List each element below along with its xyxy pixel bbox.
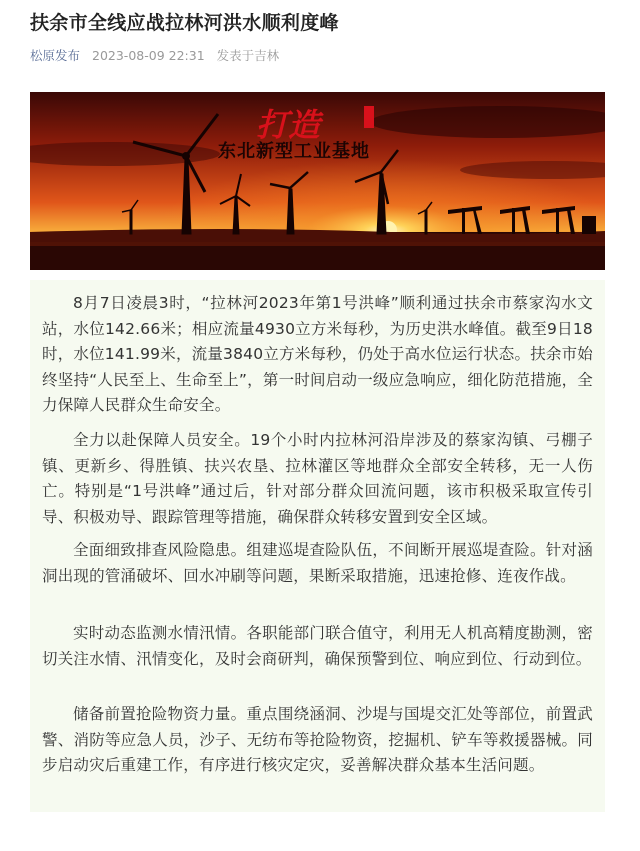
publish-location: 发表于吉林 [216,48,280,63]
sunset-wind-turbine-image [30,92,605,270]
banner-image [30,92,605,270]
paragraph-1: 8月7日凌晨3时，“拉林河2023年第1号洪峰”顺利通过扶余市蔡家沟水文站，水位142.66米；相应流量4930立方米每秒，为历史洪水峰值。截至9日18时，水位141.99米，流量3840立方米每秒，仍处于高水位运行状态。扶余市始终坚持“人民至上、生命至上”，第一时间启动一级应急响应，细化防范措施，全力保障人民群众生命安全。 [42,294,593,415]
banner-subtitle: 东北新型工业基地 [218,141,370,162]
paragraph-5: 储备前置抢险物资力量。重点围绕涵洞、沙堤与国堤交汇处等部位，前置武警、消防等应急人员，沙子、无纺布等抢险物资，挖掘机、铲车等救援器械。同步启动灾后重建工作，有序进行核灾定灾，妥善解决群众基本生活问题。 [42,705,593,775]
banner-headline: 打造 [256,106,321,144]
article-meta [30,47,279,65]
seal-stamp-icon [364,106,374,128]
article-title: 扶余市全线应战拉林河洪水顺利度峰 [30,12,339,34]
account-name-link[interactable]: 松原发布 [30,48,81,63]
article-body [30,280,605,812]
paragraph-4: 实时动态监测水情汛情。各职能部门联合值守，利用无人机高精度勘测，密切关注水情、汛情变化，及时会商研判，确保预警到位、响应到位、行动到位。 [42,624,593,668]
paragraph-3: 全面细致排查风险隐患。组建巡堤查险队伍，不间断开展巡堤查险。针对涵洞出现的管涌破坏、回水冲刷等问题，果断采取措施，迅速抢修、连夜作战。 [42,541,593,585]
paragraph-2: 全力以赴保障人员安全。19个小时内拉林河沿岸涉及的蔡家沟镇、弓棚子镇、更新乡、得胜镇、扶兴农垦、拉林灌区等地群众全部安全转移，无一人伤亡。特别是“1号洪峰”通过后，针对部分群众回流问题，该市积极采取宣传引导、积极劝导、跟踪管理等措施，确保群众转移安置到安全区域。 [42,431,593,526]
publish-time: 2023-08-09 22:31 [92,48,205,63]
